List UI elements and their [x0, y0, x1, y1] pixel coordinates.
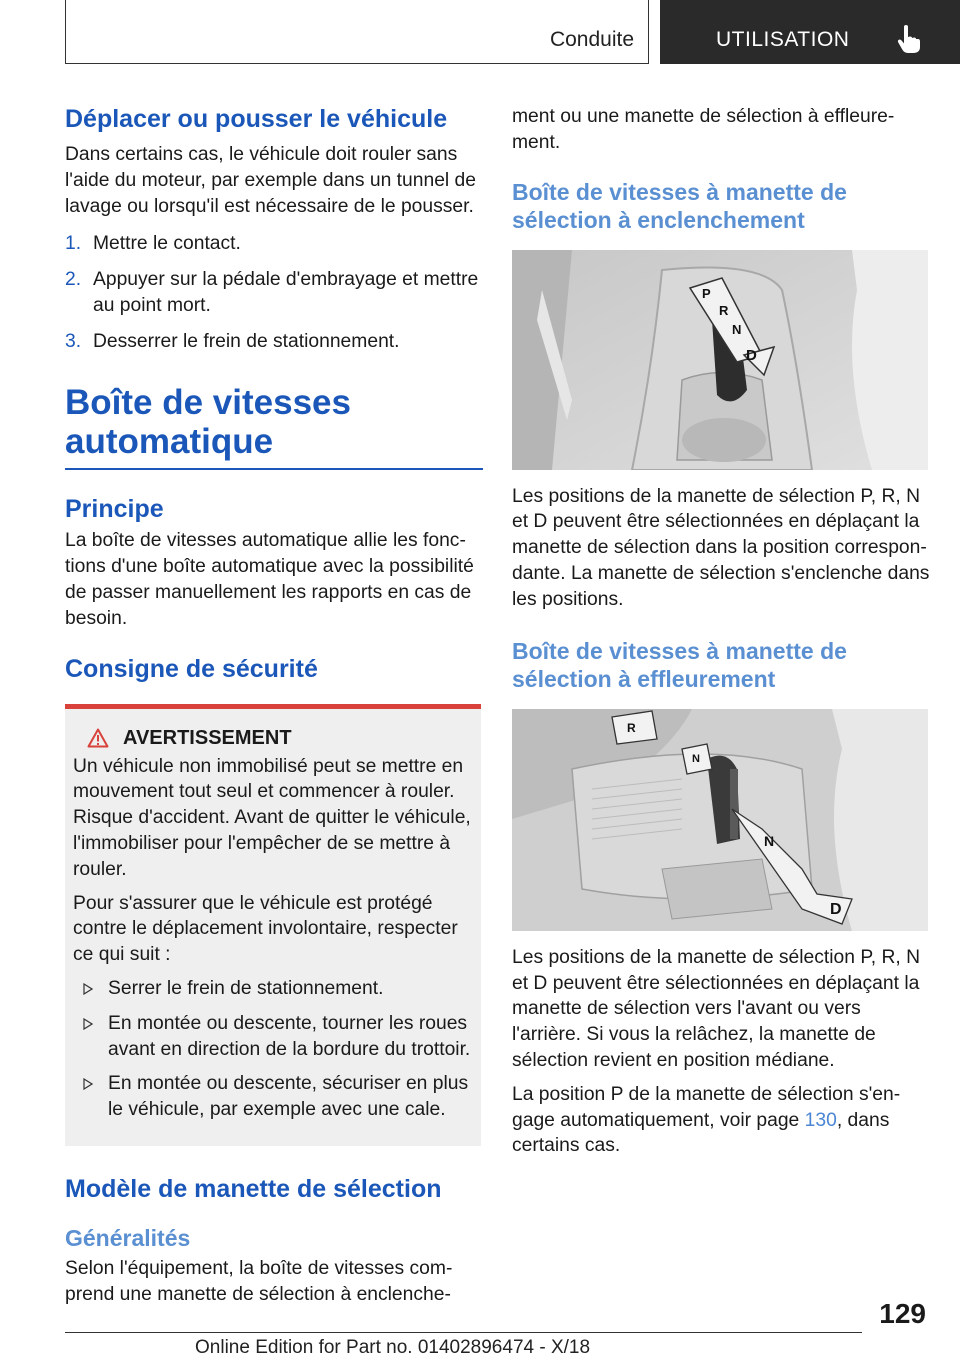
pointing-hand-icon	[896, 24, 922, 54]
list-item: Serrer le frein de stationnement.	[73, 976, 473, 1002]
lever2-title: Boîte de vitesses à manette de sélection à effleurement	[512, 637, 847, 692]
page-number: 129	[879, 1298, 926, 1329]
list-item: 3. Desserrer le frein de stationnement.	[65, 330, 400, 352]
chapter-title: Boîte de vitesses automatique	[65, 382, 351, 462]
general-title: Généralités	[65, 1224, 191, 1251]
bullet-triangle-icon	[83, 1078, 93, 1090]
header-chapter-label: UTILISATION	[716, 28, 850, 51]
photo2-label-d: D	[830, 900, 842, 918]
model-title: Modèle de manette de sélection	[65, 1174, 442, 1203]
warning-text-1: Un véhicule non immobilisé peut se mettre en mouvement tout seul et commencer à rouler. Risque d'accident. Avant de quitter le véhicule, l'immobiliser pour l'empêcher de se mettre à rouler.	[73, 755, 471, 880]
right-column	[512, 100, 930, 1159]
list-item: 1. Mettre le contact.	[65, 233, 241, 255]
general-text: Selon l'équipement, la boîte de vitesses comprend une manette de sélection à enclenche-	[65, 1257, 453, 1305]
photo2-label-n-top: N	[692, 752, 700, 765]
warning-bullets	[73, 976, 473, 1123]
selector-lever-photo-1	[512, 250, 928, 470]
list-item: 2. Appuyer sur la pédale d'embrayage et mettre au point mort.	[65, 269, 479, 316]
warning-heading: AVERTISSEMENT	[87, 727, 473, 750]
principle-title: Principe	[65, 495, 164, 524]
bullet-triangle-icon	[83, 1018, 93, 1030]
footer-edition: Online Edition for Part no. 01402896474 - X/18	[195, 1337, 591, 1358]
selector-lever-photo-2	[512, 709, 928, 931]
warning-triangle-icon	[87, 728, 109, 748]
warning-text-2: Pour s'assurer que le véhicule est protégé contre le déplacement involontaire, respecter ce qui suit :	[73, 892, 458, 966]
warning-box	[65, 704, 481, 1146]
chapter-divider	[65, 468, 483, 470]
safety-title: Consigne de sécurité	[65, 654, 318, 683]
lever2-text-2: La position P de la manette de sélection s'engage automatiquement, voir page 130, dans certains cas.	[512, 1083, 901, 1157]
lever1-title: Boîte de vitesses à manette de sélection à enclenchement	[512, 178, 847, 233]
photo1-label-p: P	[702, 285, 711, 301]
push-steps-list	[65, 231, 481, 354]
header-section-box	[65, 0, 649, 64]
lever2-text: Les positions de la manette de sélection P, R, N et D peuvent être sélectionnées en déplaçant la manette de sélection vers l'avant ou vers l'arrière. Si vous la relâchez, la manette de sélection revient en position médiane.	[512, 946, 921, 1071]
photo1-label-r: R	[719, 302, 729, 318]
photo2-label-r: R	[627, 720, 636, 735]
header-section-title: Conduite	[549, 28, 634, 51]
footer-divider	[65, 1332, 862, 1333]
photo2-label-n-bottom: N	[764, 832, 775, 849]
header-chapter-tab	[660, 0, 960, 64]
left-column	[65, 100, 481, 1308]
list-item: En montée ou descente, tourner les roues avant en direction de la bordure du trottoir.	[73, 1011, 473, 1063]
continued-text: ment ou une manette de sélection à effleurement.	[512, 106, 895, 153]
principle-text: La boîte de vitesses automatique allie les fonctions d'une boîte automatique avec la possibilité de passer manuellement les rapports en cas de besoin.	[65, 530, 474, 629]
list-item: En montée ou descente, sécuriser en plus le véhicule, par exemple avec une cale.	[73, 1071, 473, 1123]
bullet-triangle-icon	[83, 983, 93, 995]
lever1-text: Les positions de la manette de sélection P, R, N et D peuvent être sélectionnées en déplaçant la manette de sélection dans la position correspondante. La manette de sélection s'enclenche dans les positions.	[512, 485, 930, 610]
push-section-text: Dans certains cas, le véhicule doit rouler sans l'aide du moteur, par exemple dans un tunnel de lavage ou lorsqu'il est nécessaire de le pousser.	[65, 144, 477, 217]
photo1-label-n: N	[732, 321, 742, 337]
page-reference-link[interactable]: 130	[804, 1109, 837, 1131]
photo1-label-d: D	[746, 346, 757, 364]
push-section-title: Déplacer ou pousser le véhicule	[65, 105, 448, 133]
